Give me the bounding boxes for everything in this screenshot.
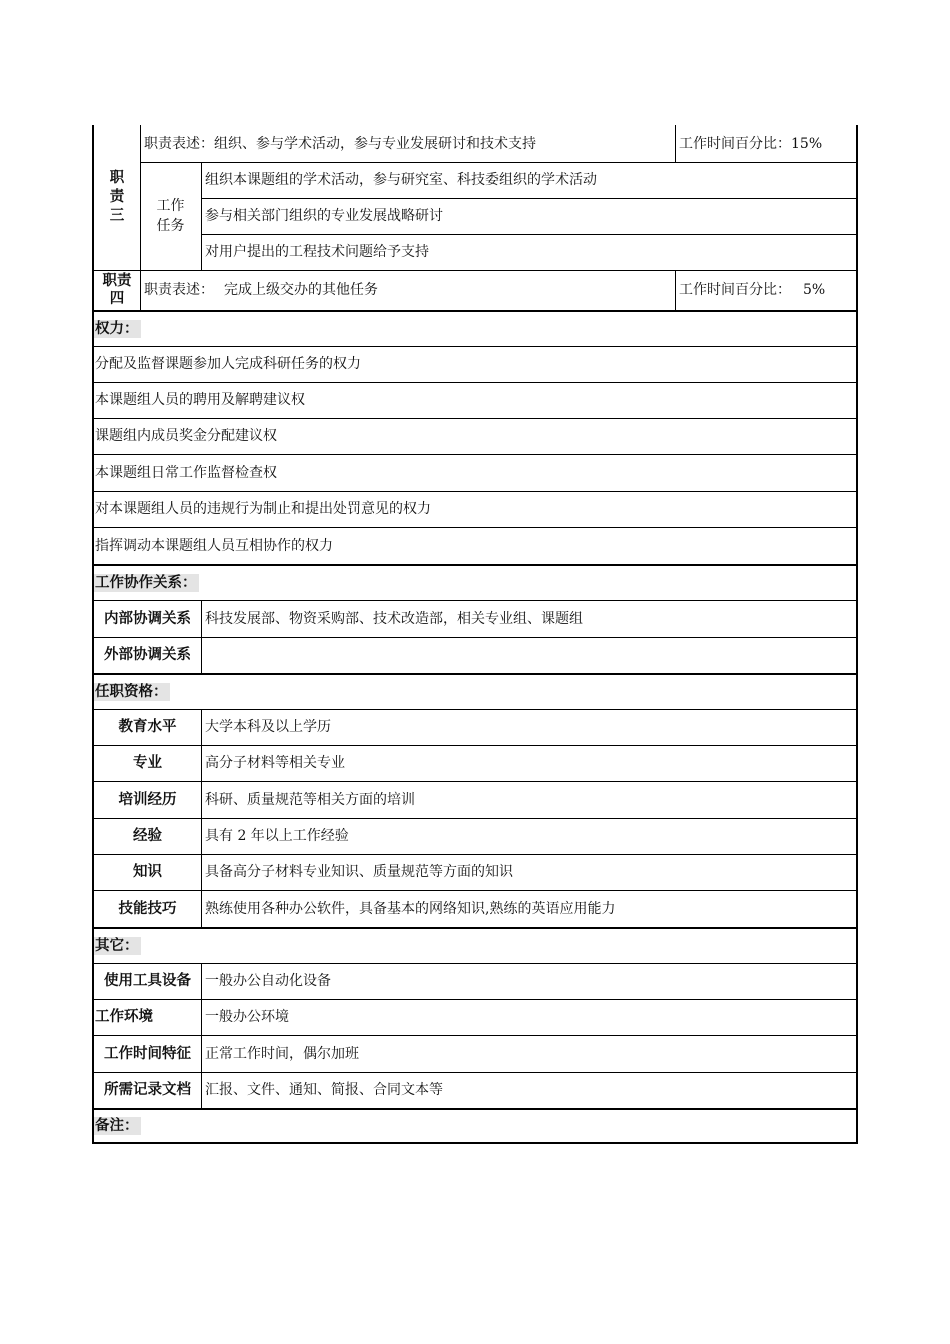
other-label: 使用工具设备: [104, 973, 191, 989]
divider: [92, 637, 858, 638]
divider: [92, 673, 858, 675]
authority-heading: [94, 311, 856, 346]
authority-item: 对本课题组人员的违规行为制止和提出处罚意见的权力: [95, 501, 431, 517]
duty3-label-char: 职: [109, 170, 125, 186]
divider: [140, 162, 856, 163]
other-label: 所需记录文档: [104, 1082, 191, 1098]
duty3-task-item: 对用户提出的工程技术问题给予支持: [205, 244, 429, 260]
qualification-value: 熟练使用各种办公软件，具备基本的网络知识,熟练的英语应用能力: [205, 900, 616, 917]
authority-item: 本课题组人员的聘用及解聘建议权: [95, 392, 305, 408]
divider: [92, 1035, 858, 1036]
duty4-desc-text: 完成上级交办的其他任务: [224, 282, 378, 298]
divider: [92, 564, 858, 566]
relations-value: 科技发展部、物资采购部、技术改造部，相关专业组、课题组: [205, 610, 583, 627]
duty3-desc-label: 职责表述：: [144, 135, 214, 152]
divider: [201, 162, 202, 270]
divider: [201, 709, 202, 927]
divider: [92, 781, 858, 782]
duty3-task-item: 参与相关部门组织的专业发展战略研讨: [205, 208, 443, 224]
relations-heading: [94, 565, 856, 600]
authority-item: 本课题组日常工作监督检查权: [95, 464, 277, 481]
qualification-value: 具有 2 年以上工作经验: [205, 828, 349, 844]
other-heading: [94, 928, 856, 963]
qualification-value: 高分子材料等相关专业: [205, 755, 345, 771]
qualification-value: 具备高分子材料专业知识、质量规范等方面的知识: [205, 864, 513, 880]
divider: [201, 198, 856, 199]
table-border-left: [92, 125, 94, 1144]
duty4-time-label: 工作时间百分比：: [679, 282, 791, 298]
qualification-value: 科研、质量规范等相关方面的培训: [205, 791, 415, 808]
divider: [92, 999, 858, 1000]
divider: [92, 454, 858, 455]
duty3-task-label-line: 任务: [156, 218, 185, 234]
duty4-time-percent: [675, 270, 856, 310]
qualifications-heading-text: 任职资格：: [95, 683, 168, 700]
divider: [140, 125, 141, 311]
qualification-label: 教育水平: [118, 719, 177, 735]
relations-label: 内部协调关系: [104, 610, 191, 627]
divider: [201, 963, 202, 1108]
divider: [92, 346, 858, 347]
remarks-heading-text: 备注：: [95, 1118, 139, 1134]
divider: [92, 709, 858, 710]
divider: [92, 310, 858, 312]
duty4-label-line: 四: [109, 291, 125, 307]
divider: [675, 125, 676, 162]
other-value: 汇报、文件、通知、简报、合同文本等: [205, 1082, 443, 1098]
other-heading-text: 其它：: [95, 937, 139, 954]
duty3-label: [94, 125, 140, 270]
duty4-time-value: 5%: [803, 282, 826, 298]
authority-item: 分配及监督课题参加人完成科研任务的权力: [95, 356, 361, 372]
qualification-label: 技能技巧: [118, 900, 177, 917]
duty3-time-label: 工作时间百分比：: [679, 135, 791, 152]
other-label: 工作时间特征: [104, 1045, 191, 1062]
duty4-label-line: 职责: [102, 273, 132, 289]
divider: [92, 600, 858, 601]
divider: [92, 270, 858, 271]
duty3-time-value: 15%: [791, 135, 823, 152]
duty3-task-label: [140, 162, 201, 270]
duty4-desc-label: 职责表述：: [144, 282, 214, 298]
other-value: 一般办公自动化设备: [205, 973, 331, 989]
divider: [675, 270, 676, 311]
divider: [92, 527, 858, 528]
divider: [92, 818, 858, 819]
duty4-label: [94, 270, 140, 310]
divider: [92, 1072, 858, 1073]
other-label: 工作环境: [95, 1009, 153, 1025]
divider: [92, 418, 858, 419]
duty3-time-percent: [675, 125, 856, 162]
divider: [92, 854, 858, 855]
qualification-label: 知识: [133, 864, 162, 880]
divider: [92, 890, 858, 891]
duty3-description: [140, 125, 675, 162]
other-value: 一般办公环境: [205, 1009, 289, 1025]
qualification-label: 专业: [133, 755, 162, 771]
remarks-heading: [94, 1109, 856, 1143]
authority-item: 指挥调动本课题组人员互相协作的权力: [95, 537, 333, 554]
authority-heading-text: 权力：: [95, 320, 139, 337]
qualification-value: 大学本科及以上学历: [205, 719, 331, 735]
duty4-description: [140, 270, 675, 310]
duty3-label-char: 责: [109, 189, 125, 205]
divider: [201, 600, 202, 673]
table-border-bottom: [92, 1142, 858, 1144]
table-border-right: [856, 125, 858, 1144]
duty3-task-label-line: 工作: [156, 198, 185, 214]
authority-item: 课题组内成员奖金分配建议权: [95, 428, 277, 444]
qualification-label: 经验: [133, 828, 162, 844]
duty3-task-item: 组织本课题组的学术活动，参与研究室、科技委组织的学术活动: [205, 172, 597, 188]
relations-label: 外部协调关系: [104, 647, 191, 663]
other-value: 正常工作时间，偶尔加班: [205, 1045, 359, 1062]
duty3-label-char: 三: [109, 208, 125, 224]
divider: [92, 745, 858, 746]
duty3-desc-text: 组织、参与学术活动，参与专业发展研讨和技术支持: [214, 135, 536, 152]
divider: [92, 963, 858, 964]
qualification-label: 培训经历: [118, 791, 177, 808]
divider: [201, 234, 856, 235]
divider: [92, 382, 858, 383]
qualifications-heading: [94, 674, 856, 709]
divider: [92, 1108, 858, 1110]
divider: [92, 927, 858, 929]
relations-value: [201, 637, 856, 673]
divider: [92, 491, 858, 492]
relations-heading-text: 工作协作关系：: [95, 574, 197, 591]
